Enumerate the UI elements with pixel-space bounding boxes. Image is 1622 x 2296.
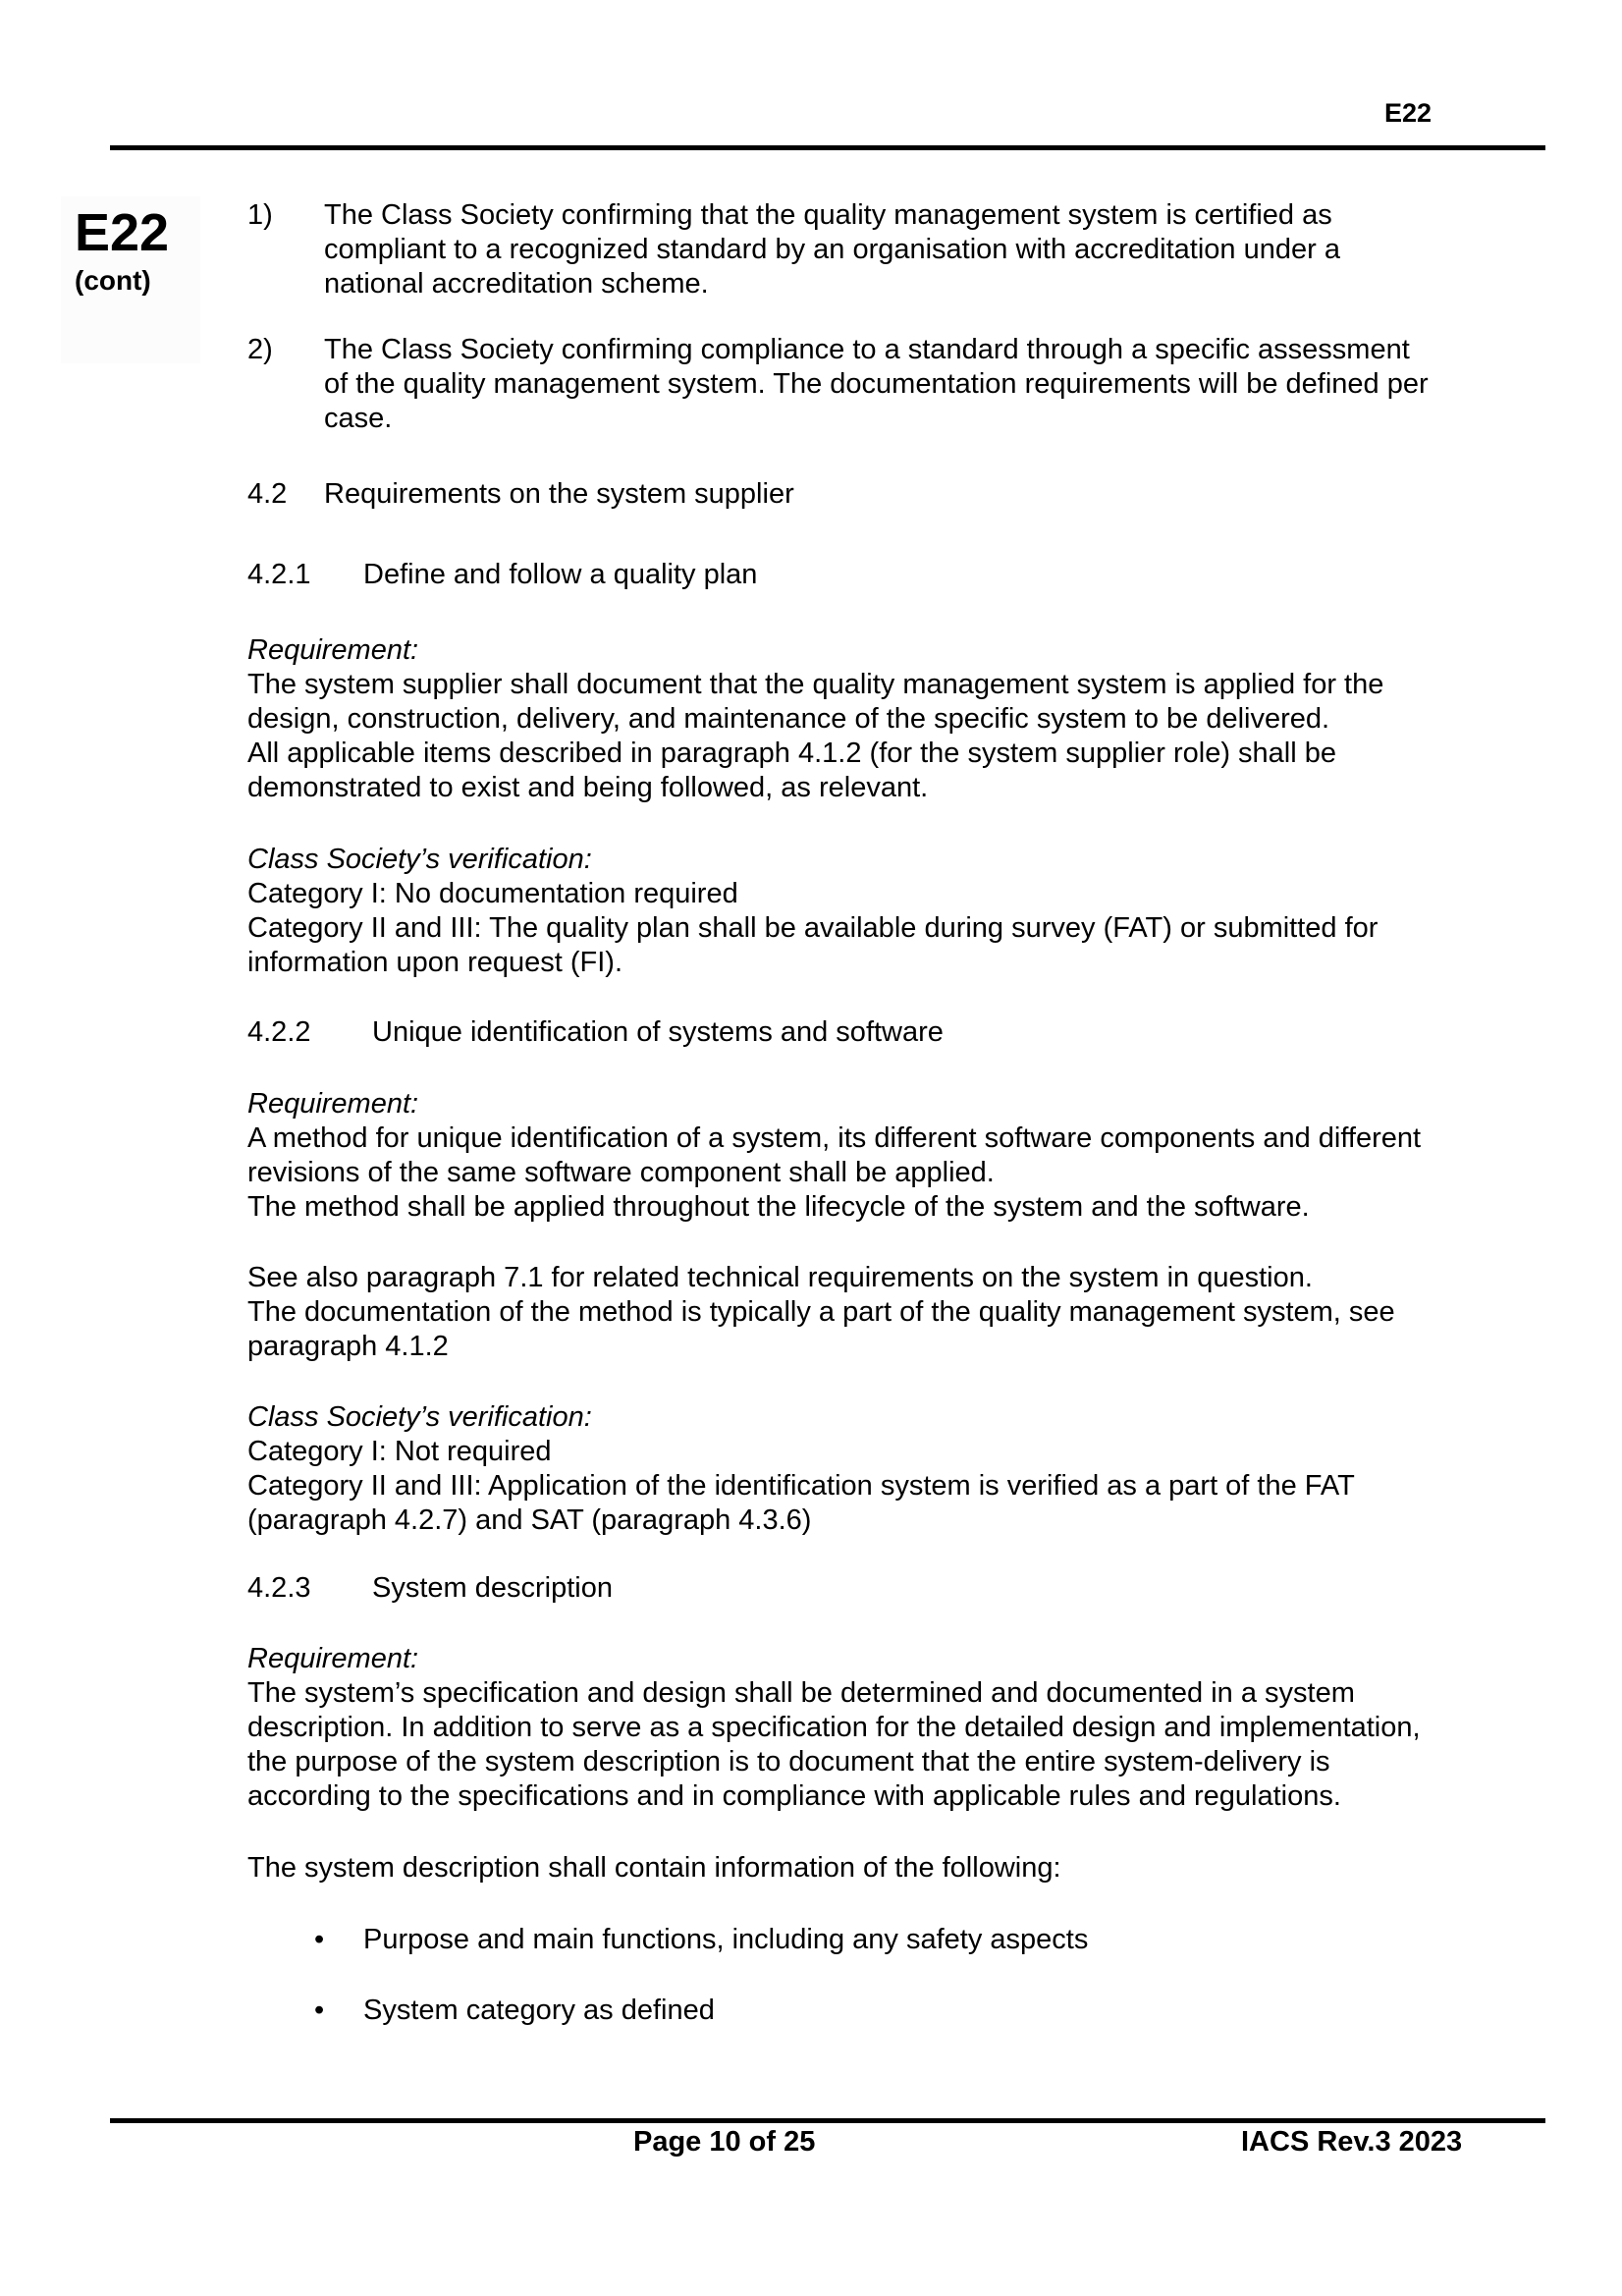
text-line: A method for unique identification of a system, its different software components and different <box>247 1122 1422 1154</box>
text-line: (paragraph 4.2.7) and SAT (paragraph 4.3.6) <box>247 1504 812 1536</box>
footer-rule <box>110 2118 1545 2123</box>
text-line: design, construction, delivery, and maintenance of the specific system to be delivered. <box>247 703 1330 735</box>
section-number: 4.2.1 <box>247 559 311 590</box>
requirement-label: Requirement: <box>247 1088 419 1120</box>
section-number: 4.2.3 <box>247 1572 311 1604</box>
list-item-number: 2) <box>247 334 273 365</box>
section-title: Requirements on the system supplier <box>324 478 794 510</box>
section-title: Define and follow a quality plan <box>363 559 758 590</box>
requirement-label: Requirement: <box>247 1643 419 1674</box>
sidebar-code: E22 <box>75 203 170 262</box>
sidebar-cont: (cont) <box>75 265 151 296</box>
header-code: E22 <box>1384 98 1433 128</box>
text-line: paragraph 4.1.2 <box>247 1331 449 1362</box>
list-item-number: 1) <box>247 199 273 231</box>
requirement-label: Requirement: <box>247 634 419 666</box>
text-line: All applicable items described in paragraph 4.1.2 (for the system supplier role) shall be <box>247 738 1337 769</box>
text-line: compliant to a recognized standard by an organisation with accreditation under a <box>324 234 1340 265</box>
text-line: The system’s specification and design shall be determined and documented in a system <box>247 1677 1355 1709</box>
revision-label: IACS Rev.3 2023 <box>1241 2126 1463 2158</box>
requirement-block <box>247 633 1514 805</box>
text-line: demonstrated to exist and being followed, as relevant. <box>247 772 929 803</box>
text-line: The Class Society confirming compliance to a standard through a specific assessment <box>324 334 1410 365</box>
text-line: See also paragraph 7.1 for related technical requirements on the system in question. <box>247 1262 1313 1293</box>
section-number: 4.2 <box>247 478 288 510</box>
section-title: Unique identification of systems and software <box>372 1016 944 1048</box>
requirement-block <box>247 1087 1514 1225</box>
intro-paragraph <box>247 1851 1514 1886</box>
text-line: The documentation of the method is typically a part of the quality management system, see <box>247 1296 1395 1328</box>
text-line: revisions of the same software component shall be applied. <box>247 1157 995 1188</box>
text-line: Category I: No documentation required <box>247 878 738 909</box>
verification-label: Class Society’s verification: <box>247 1401 592 1433</box>
text-line: Category II and III: Application of the identification system is verified as a part of the FAT <box>247 1470 1355 1502</box>
text-line: The system description shall contain information of the following: <box>247 1852 1061 1884</box>
text-line: case. <box>324 403 393 434</box>
page-number: Page 10 of 25 <box>633 2126 816 2158</box>
requirement-block <box>247 1642 1514 1814</box>
bullet-text: System category as defined <box>363 1995 715 2026</box>
text-line: information upon request (FI). <box>247 947 623 978</box>
text-line: The system supplier shall document that the quality management system is applied for the <box>247 669 1384 700</box>
text-line: according to the specifications and in compliance with applicable rules and regulations. <box>247 1780 1341 1812</box>
bullet-text: Purpose and main functions, including any safety aspects <box>363 1924 1089 1955</box>
text-line: the purpose of the system description is to document that the entire system-delivery is <box>247 1746 1330 1777</box>
section-number: 4.2.2 <box>247 1016 311 1048</box>
text-line: Category II and III: The quality plan shall be available during survey (FAT) or submitted for <box>247 912 1379 944</box>
text-line: Category I: Not required <box>247 1436 552 1467</box>
sidebar-tab <box>61 196 200 363</box>
note-block <box>247 1261 1514 1364</box>
text-line: The Class Society confirming that the quality management system is certified as <box>324 199 1332 231</box>
bullet-icon: • <box>314 1924 325 1955</box>
verification-block <box>247 843 1514 980</box>
text-line: The method shall be applied throughout the lifecycle of the system and the software. <box>247 1191 1310 1223</box>
verification-label: Class Society’s verification: <box>247 844 592 875</box>
text-line: national accreditation scheme. <box>324 268 709 300</box>
bullet-icon: • <box>314 1995 325 2026</box>
text-line: of the quality management system. The documentation requirements will be defined per <box>324 368 1429 400</box>
header-rule <box>110 145 1545 150</box>
text-line: description. In addition to serve as a specification for the detailed design and implementation, <box>247 1712 1421 1743</box>
section-title: System description <box>372 1572 613 1604</box>
verification-block <box>247 1400 1514 1538</box>
